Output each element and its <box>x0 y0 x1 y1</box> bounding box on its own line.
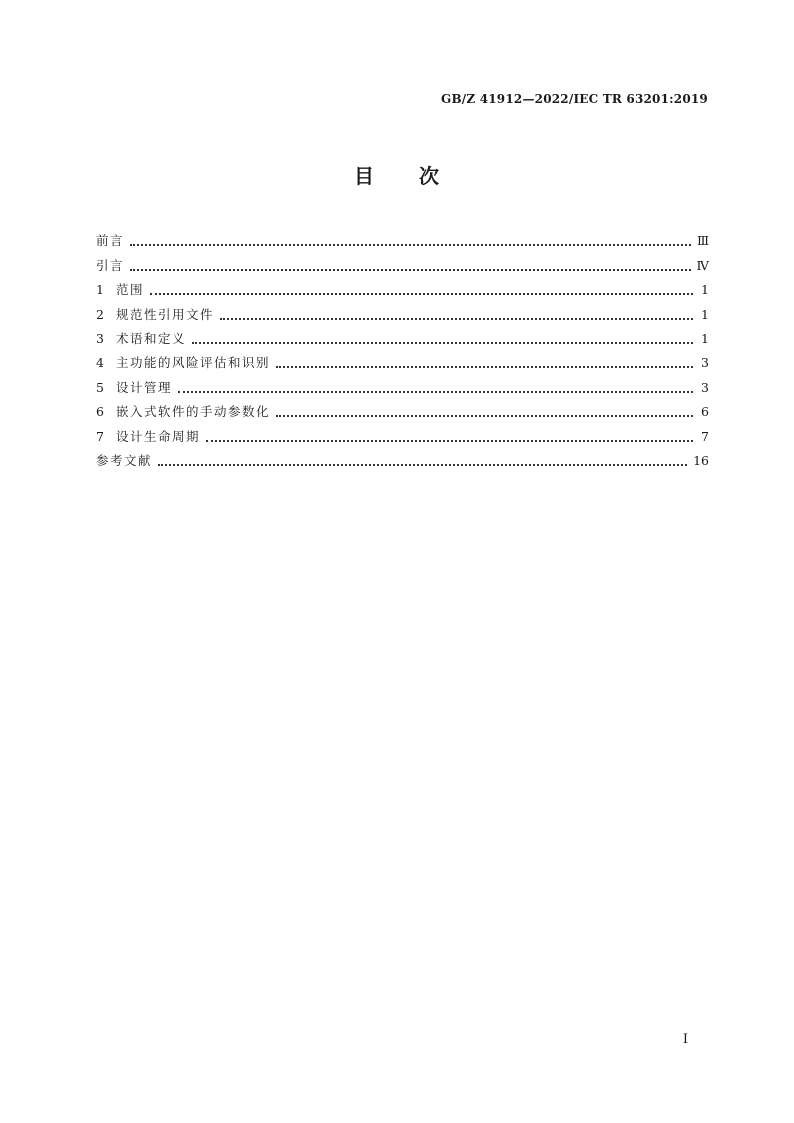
toc-entry-page: 1 <box>701 306 709 322</box>
toc-entry-page: 6 <box>701 404 709 420</box>
toc-dot-leader <box>150 293 693 295</box>
toc-entry-3[interactable] <box>96 325 709 349</box>
toc-entry-label: 范围 <box>116 282 145 298</box>
toc-entry-label: 规范性引用文件 <box>116 306 215 322</box>
toc-entry-1[interactable] <box>96 276 709 300</box>
toc-entry-foreword[interactable] <box>96 227 709 251</box>
toc-entry-number: 1 <box>96 282 104 298</box>
title-part-2: 次 <box>419 164 440 188</box>
toc-entry-page: 3 <box>701 355 709 371</box>
toc-entry-4[interactable] <box>96 349 709 373</box>
toc-dot-leader <box>220 318 693 320</box>
table-of-contents <box>96 227 709 471</box>
toc-entry-label: 术语和定义 <box>116 330 187 346</box>
toc-entry-page: 3 <box>701 379 709 395</box>
toc-entry-number: 3 <box>96 330 104 346</box>
toc-entry-bibliography[interactable] <box>96 447 709 471</box>
toc-entry-page: 16 <box>693 452 709 468</box>
toc-dot-leader <box>192 342 693 344</box>
toc-entry-page: 1 <box>701 330 709 346</box>
toc-entry-page: 7 <box>701 428 709 444</box>
toc-dot-leader <box>178 391 693 393</box>
title-part-1: 目 <box>354 164 375 188</box>
toc-entry-page: 1 <box>701 282 709 298</box>
toc-dot-leader <box>276 366 693 368</box>
page-number: I <box>682 1032 688 1047</box>
toc-entry-label: 前言 <box>96 233 125 249</box>
toc-dot-leader <box>130 269 690 271</box>
toc-dot-leader <box>206 440 693 442</box>
toc-entry-5[interactable] <box>96 373 709 397</box>
toc-entry-page: Ⅲ <box>696 233 709 249</box>
toc-entry-7[interactable] <box>96 422 709 446</box>
toc-entry-label: 引言 <box>96 257 125 273</box>
toc-dot-leader <box>130 244 691 246</box>
page-title <box>0 160 794 189</box>
toc-entry-introduction[interactable] <box>96 251 709 275</box>
toc-entry-page: Ⅳ <box>696 257 709 273</box>
toc-entry-number: 7 <box>96 428 104 444</box>
toc-entry-label: 参考文献 <box>96 452 153 468</box>
toc-entry-label: 嵌入式软件的手动参数化 <box>116 404 271 420</box>
standard-code: GB/Z 41912—2022/IEC TR 63201:2019 <box>441 92 708 106</box>
toc-dot-leader <box>158 464 687 466</box>
toc-entry-label: 主功能的风险评估和识别 <box>116 355 271 371</box>
toc-entry-6[interactable] <box>96 398 709 422</box>
toc-entry-number: 5 <box>96 379 104 395</box>
toc-entry-number: 4 <box>96 355 104 371</box>
toc-entry-number: 6 <box>96 404 104 420</box>
toc-entry-label: 设计管理 <box>116 379 173 395</box>
toc-entry-number: 2 <box>96 306 104 322</box>
toc-entry-label: 设计生命周期 <box>116 428 201 444</box>
toc-dot-leader <box>276 415 693 417</box>
toc-entry-2[interactable] <box>96 300 709 324</box>
